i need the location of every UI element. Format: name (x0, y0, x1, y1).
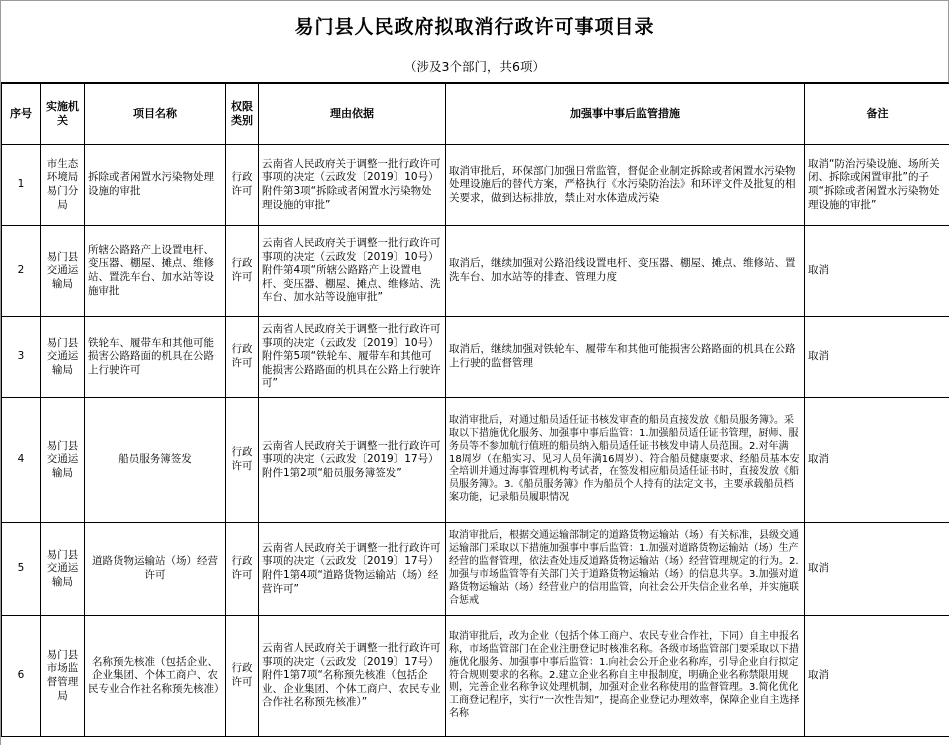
cell-agency: 市生态环境局易门分局 (41, 145, 85, 226)
cell-basis: 云南省人民政府关于调整一批行政许可事项的决定（云政发〔2019〕10号）附件第4项“所辖公路路产上设置电杆、变压器、棚屋、摊点、维修站、洗车台、加水站等设施审批” (259, 226, 446, 317)
catalog-table (1, 83, 949, 737)
cell-measures: 取消审批后，根据交通运输部制定的道路货物运输站（场）有关标准，县级交通运输部门采取以下措施加强事中事后监管：1.加强对道路货物运输站（场）生产经营的监督管理，依法查处违反道路货物运输站（场）经营管理规定的行为。2.加强与市场监管等有关部门关于道路货物运输站（场）的信息共享。3.加强对道路货物运输站（场）经营业户的信用监管，向社会公开失信企业名单，并实施联合惩戒 (446, 523, 805, 616)
cell-agency: 易门县交通运输局 (41, 317, 85, 398)
table-row (2, 317, 949, 398)
cell-basis: 云南省人民政府关于调整一批行政许可事项的决定（云政发〔2019〕10号）附件第5项“铁轮车、履带车和其他可能损害公路路面的机具在公路上行驶许可” (259, 317, 446, 398)
table-row (2, 398, 949, 523)
cell-item: 名称预先核准（包括企业、企业集团、个体工商户、农民专业合作社名称预先核准） (85, 616, 226, 737)
cell-basis: 云南省人民政府关于调整一批行政许可事项的决定（云政发〔2019〕10号）附件第3项“拆除或者闲置水污染物处理设施的审批” (259, 145, 446, 226)
cell-remark: 取消 (805, 616, 949, 737)
header-basis: 理由依据 (259, 84, 446, 145)
table-row (2, 616, 949, 737)
header-category: 权限类别 (226, 84, 259, 145)
cell-agency: 易门县交通运输局 (41, 226, 85, 317)
cell-seq: 6 (2, 616, 41, 737)
page-subtitle: （涉及3个部门，共6项） (1, 53, 949, 83)
cell-seq: 1 (2, 145, 41, 226)
cell-item: 铁轮车、履带车和其他可能损害公路路面的机具在公路上行驶许可 (85, 317, 226, 398)
cell-measures: 取消审批后，改为企业（包括个体工商户、农民专业合作社，下同）自主申报名称，市场监管部门在企业注册登记时核准名称。各级市场监管部门要采取以下措施优化服务、加强事中事后监管：1.向社会公开企业名称库，引导企业自行拟定符合规则要求的名称。2.建立企业名称自主申报制度，明确企业名称禁限用规则，完善企业名称争议处理机制，加强对企业名称使用的监督管理。3.简化优化工商登记程序，实行“一次性告知”，提高企业登记办理效率，保障企业自主选择名称 (446, 616, 805, 737)
header-agency: 实施机关 (41, 84, 85, 145)
cell-remark: 取消 (805, 226, 949, 317)
cell-agency: 易门县交通运输局 (41, 398, 85, 523)
table-row (2, 523, 949, 616)
cell-category: 行政许可 (226, 523, 259, 616)
cell-item: 道路货物运输站（场）经营许可 (85, 523, 226, 616)
cell-seq: 2 (2, 226, 41, 317)
header-remark: 备注 (805, 84, 949, 145)
cell-item: 船员服务簿签发 (85, 398, 226, 523)
cell-item: 拆除或者闲置水污染物处理设施的审批 (85, 145, 226, 226)
cell-measures: 取消后，继续加强对铁轮车、履带车和其他可能损害公路路面的机具在公路上行驶的监督管理 (446, 317, 805, 398)
cell-category: 行政许可 (226, 317, 259, 398)
cell-remark: 取消“防治污染设施、场所关闭、拆除或闲置审批”的子项“拆除或者闲置水污染物处理设施的审批” (805, 145, 949, 226)
page-title: 易门县人民政府拟取消行政许可事项目录 (1, 1, 949, 53)
header-item: 项目名称 (85, 84, 226, 145)
cell-measures: 取消审批后，环保部门加强日常监管，督促企业制定拆除或者闲置水污染物处理设施后的替代方案，严格执行《水污染防治法》和环评文件及批复的相关要求，做到达标排放，禁止对水体造成污染 (446, 145, 805, 226)
cell-category: 行政许可 (226, 616, 259, 737)
cell-seq: 4 (2, 398, 41, 523)
cell-seq: 3 (2, 317, 41, 398)
cell-basis: 云南省人民政府关于调整一批行政许可事项的决定（云政发〔2019〕17号）附件1第7项“名称预先核准（包括企业、企业集团、个体工商户、农民专业合作社名称预先核准）” (259, 616, 446, 737)
table-header-row (2, 84, 949, 145)
cell-item: 所辖公路路产上设置电杆、变压器、棚屋、摊点、维修站、置洗车台、加水站等设施审批 (85, 226, 226, 317)
cell-remark: 取消 (805, 523, 949, 616)
cell-measures: 取消审批后，对通过船员适任证书核发审查的船员直接发放《船员服务簿》。采取以下措施优化服务、加强事中事后监管：1.加强船员适任证书管理，厨师、服务员等不参加航行值班的船员纳入船员适任证书核发申请人员范围。2.对年满18周岁（在船实习、见习人员年满16周岁）、符合船员健康要求、经船员基本安全培训并通过海事管理机构考试者，在签发相应船员适任证书时，直接发放《船员服务簿》。3.《船员服务簿》作为船员个人持有的法定文书，主要承载船员档案功能，记录船员履职情况 (446, 398, 805, 523)
cell-agency: 易门县交通运输局 (41, 523, 85, 616)
cell-basis: 云南省人民政府关于调整一批行政许可事项的决定（云政发〔2019〕17号）附件1第4项“道路货物运输站（场）经营许可” (259, 523, 446, 616)
cell-remark: 取消 (805, 317, 949, 398)
cell-seq: 5 (2, 523, 41, 616)
cell-remark: 取消 (805, 398, 949, 523)
header-seq: 序号 (2, 84, 41, 145)
header-measures: 加强事中事后监管措施 (446, 84, 805, 145)
cell-measures: 取消后，继续加强对公路沿线设置电杆、变压器、棚屋、摊点、维修站、置洗车台、加水站等的排查、管理力度 (446, 226, 805, 317)
table-row (2, 226, 949, 317)
cell-category: 行政许可 (226, 398, 259, 523)
cell-agency: 易门县市场监督管理局 (41, 616, 85, 737)
cell-category: 行政许可 (226, 145, 259, 226)
cell-category: 行政许可 (226, 226, 259, 317)
cell-basis: 云南省人民政府关于调整一批行政许可事项的决定（云政发〔2019〕17号）附件1第2项“船员服务簿签发” (259, 398, 446, 523)
table-row (2, 145, 949, 226)
